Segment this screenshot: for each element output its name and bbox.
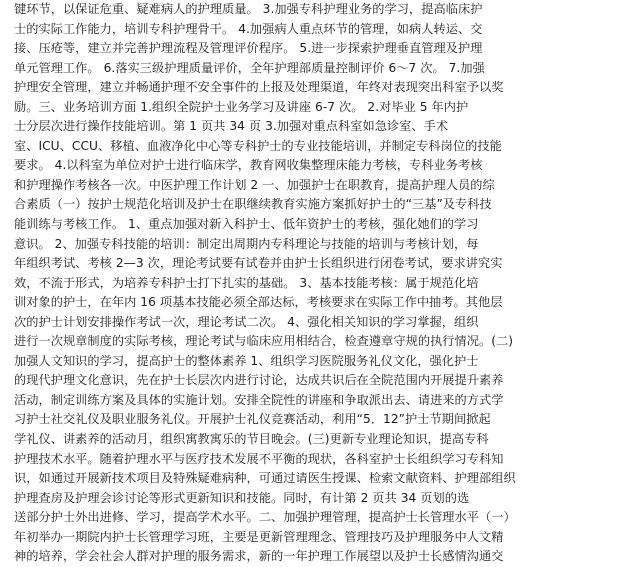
text-line: 和护理操作考核各一次。中医护理工作计划 2 一、加强护士在职教育，提高护理人员的综 [14,177,495,192]
text-line: 能训练与考核工作。 1、重点加强对新入科护士、低年资护士的考核，强化她们的学习 [14,217,479,232]
text-line: 活动，制定训练方案及具体的实施计划。安排全院性的讲座和争取派出去、请进来的方式学 [14,392,504,407]
text-line: 神的培养，学会社会人群对护理的服务需求，新的一年护理工作展望以及护士长感情沟通交 [14,549,504,564]
text-line: 励。三、业务培训方面 1.组织全院护士业务学习及讲座 6-7 次。 2.对毕业 5 年内护 [14,99,469,114]
text-line: 单元管理工作。 6.落实三级护理质量评价，全年护理部质量控制评价 6～7 次。 7.加强 [14,60,485,75]
text-line: 加强人文知识的学习，提高护士的整体素养 1、组织学习医院服务礼仪文化，强化护士 [14,353,479,368]
text-line: 护理安全管理，建立并畅通护理不安全事件的上报及处理渠道，年终对表现突出科室予以奖 [14,80,504,95]
text-line: 接、压疮等，建立并完善护理流程及管理评价程序。 5.进一步探索护理垂直管理及护理 [14,41,483,56]
text-line: 效，不流于形式，为培养专科护士打下扎实的基础。 3、基本技能考核：属于规范化培 [14,275,479,290]
text-line: 次的护士计划安排操作考试一次，理论考试二次。 4、强化相关知识的学习掌握，组织 [14,314,479,329]
text-line: 意识。 2、加强专科技能的培训：制定出周期内专科理论与技能的培训与考核计划，每 [14,236,479,251]
text-line: 年初举办一期院内护士长管理学习班，主要是更新管理理念、管理技巧及护理服务中人文精 [14,529,504,544]
text-line: 键环节，以保证危重、疑难病人的护理质量。 3.加强专科护理业务的学习，提高临床护 [14,2,483,16]
text-line: 士的实际工作能力，培训专科护理骨干。 4.加强病人重点环节的管理，如病人转运、交 [14,21,483,36]
text-line: 士分层次进行操作技能培训。第 1 页共 34 页 3.加强对重点科室如急诊室、手术 [14,119,449,134]
text-line: 护理技术水平。随着护理水平与医疗技术发展不平衡的现状，各科室护士长组织学习专科知 [14,451,504,466]
text-line: 的现代护理文化意识，先在护士长层次内进行讨论，达成共识后在全院范围内开展提升素养 [14,373,504,388]
text-line: 年组织考试、考核 2—3 次，理论考试要有试卷并由护士长组织进行闭卷考试，要求讲究实 [14,256,503,271]
text-line: 进行一次规章制度的实际考核，理论考试与临床应用相结合，检查遵章守规的执行情况。(二) [14,334,514,349]
text-line: 识，如通过开展新技术项目及特殊疑难病种，可通过请医生授课、检索文献资料、护理部组织 [14,471,516,486]
text-line: 室、ICU、CCU、移植、血液净化中心等专科护士的专业技能培训，并制定专科岗位的技能 [14,138,502,153]
text-line: 送部分护士外出进修、学习，提高学术水平。二、加强护理管理，提高护士长管理水平（一） [14,510,516,525]
text-line: 习护士社交礼仪及职业服务礼仪。开展护士礼仪竞赛活动，利用“5．12”护士节期间掀起 [14,412,491,427]
text-line: 合素质（一）按护士规范化培训及护士在职继续教育实施方案抓好护士的“三基”及专科技 [14,197,492,212]
text-line: 要求。 4.以科室为单位对护士进行临床学，教育网收集整理床能力考核，专科业务考核 [14,158,483,173]
text-line: 学礼仪、讲素养的活动月，组织寓教寓乐的节目晚会。(三)更新专业理论知识，提高专科 [14,432,489,447]
text-line: 训对象的护士，在年内 16 项基本技能必须全部达标，考核要求在实际工作中抽考。其他层 [14,295,503,310]
text-line: 护理查房及护理会诊讨论等形式更新知识和技能。同时，有计第 2 页共 34 页划的选 [14,490,470,505]
